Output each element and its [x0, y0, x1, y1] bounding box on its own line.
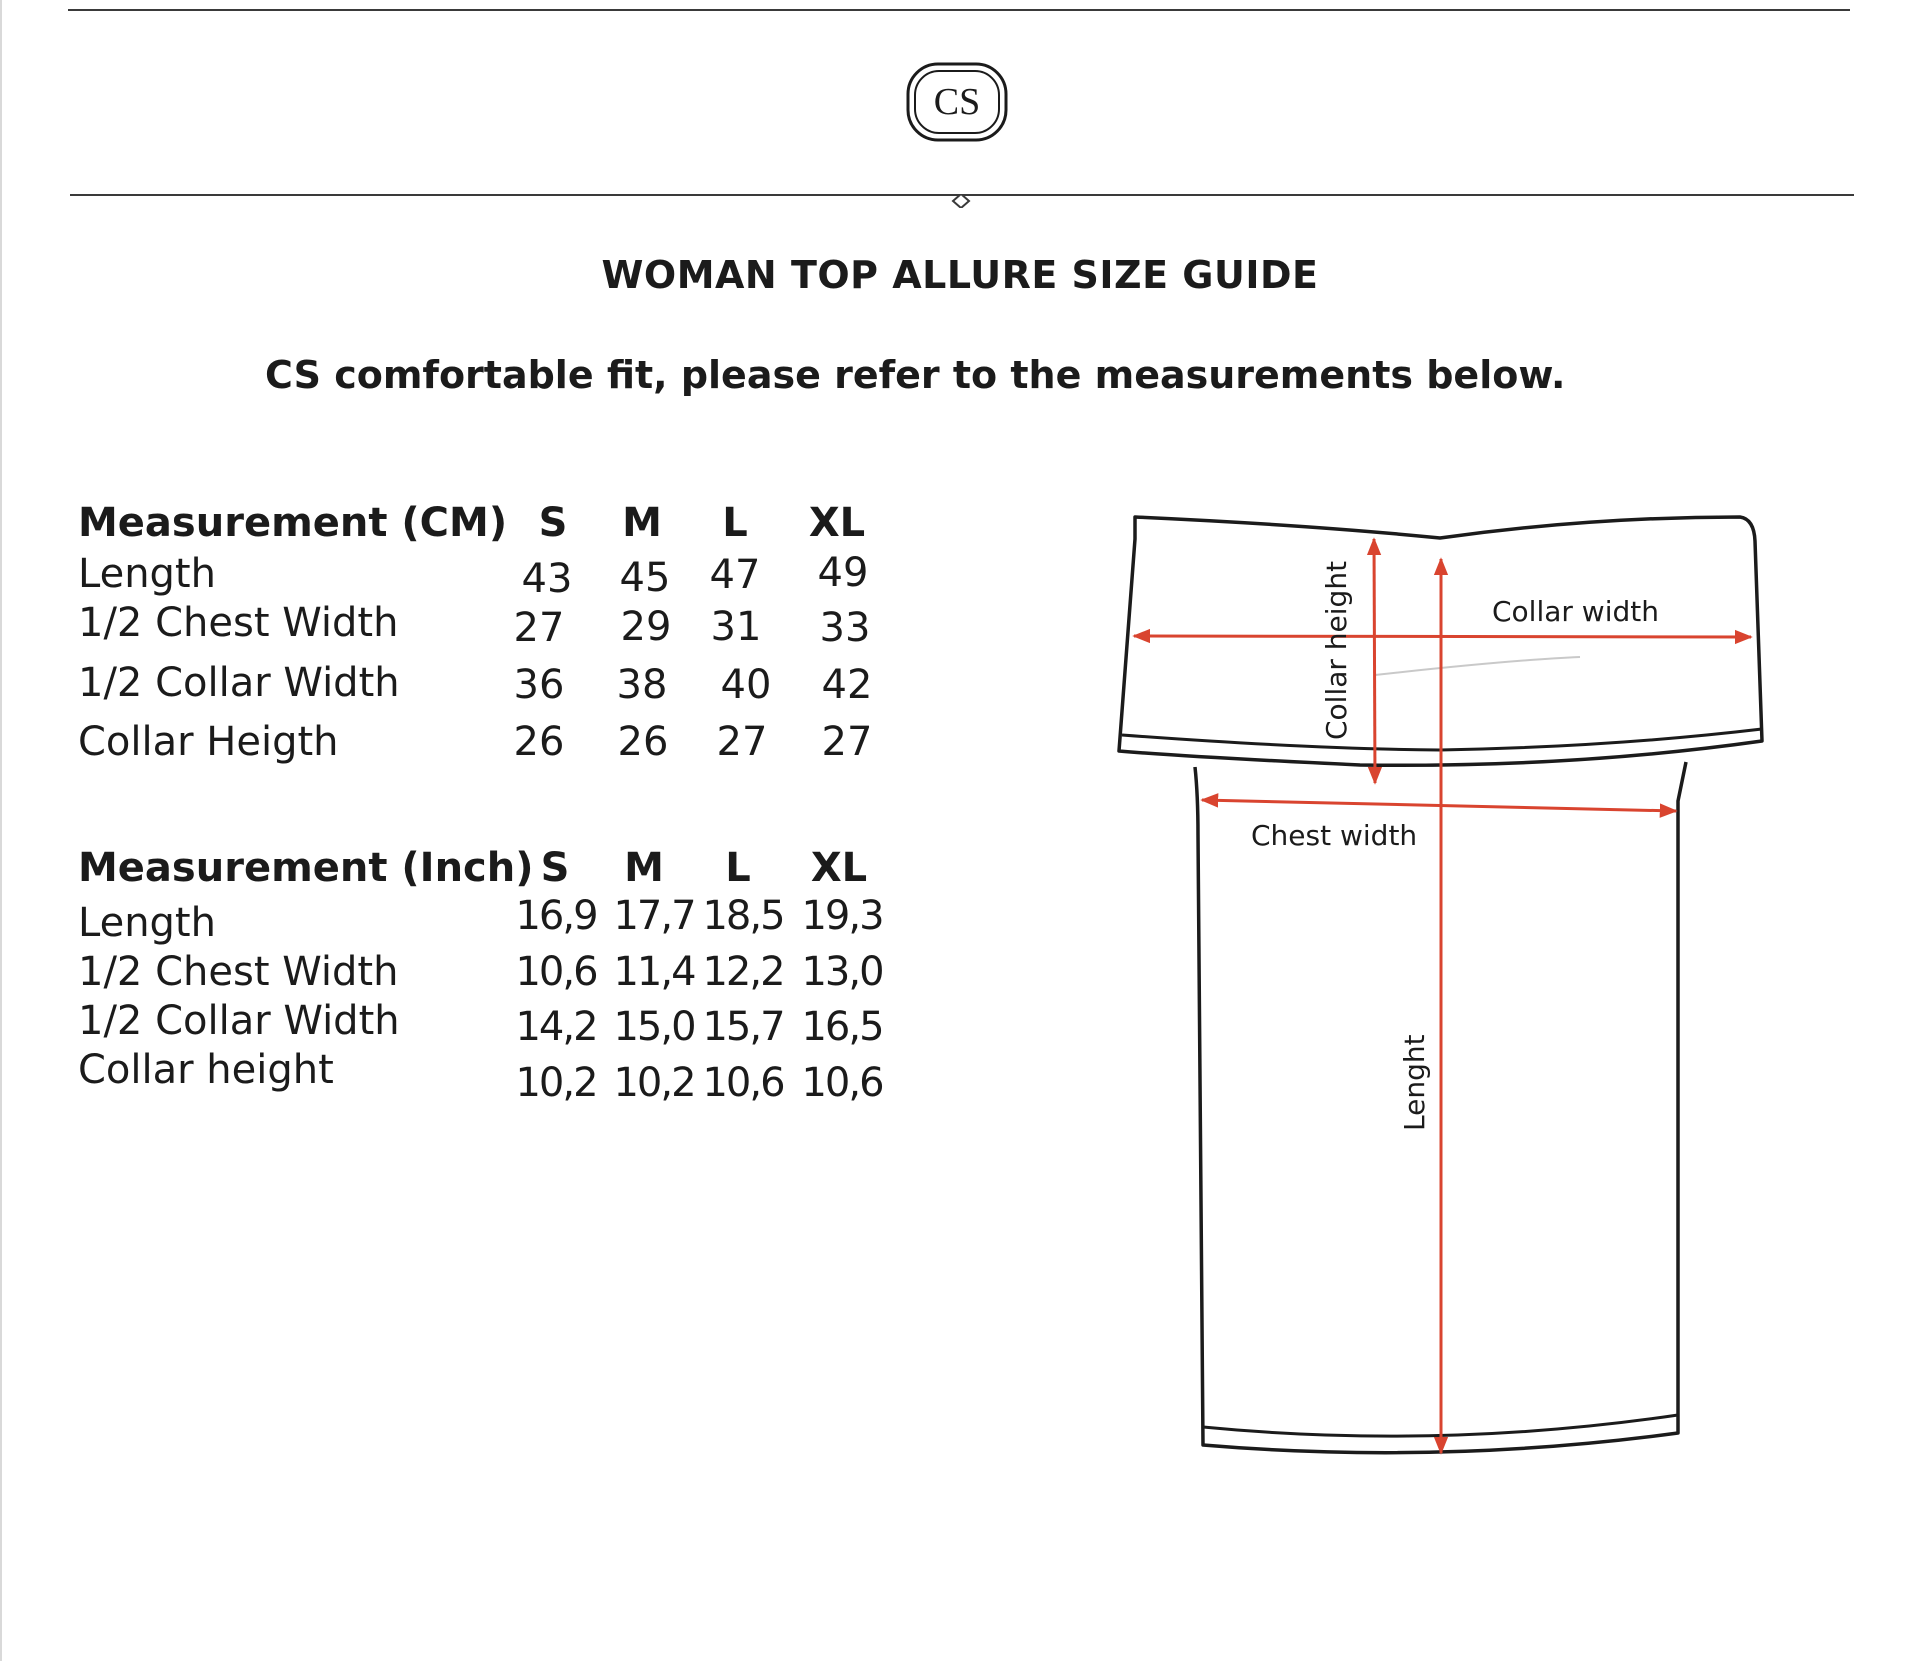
- cm-row-label: 1/2 Chest Width: [78, 600, 399, 646]
- inch-row-label: 1/2 Chest Width: [78, 949, 399, 995]
- cm-row-label: Collar Heigth: [78, 719, 339, 765]
- collar-height-label: Collar height: [1320, 560, 1353, 740]
- length-label: Lenght: [1398, 1034, 1431, 1131]
- inch-value: 16,5: [801, 1004, 883, 1050]
- cm-value: 42: [821, 662, 873, 708]
- inch-value: 10,2: [515, 1060, 597, 1106]
- inch-value: 15,7: [702, 1004, 784, 1050]
- cm-value: 26: [617, 719, 669, 765]
- cm-value: 38: [616, 662, 668, 708]
- inch-row-label: Collar height: [78, 1047, 334, 1093]
- inch-value: 19,3: [801, 893, 883, 939]
- page-edge: [0, 0, 2, 1661]
- inch-size-m: M: [624, 845, 664, 891]
- cm-value: 49: [817, 550, 869, 596]
- brand-logo: [906, 62, 1008, 142]
- inch-size-l: L: [725, 845, 751, 891]
- cm-table-header: Measurement (CM): [78, 500, 508, 546]
- cm-size-l: L: [722, 500, 748, 546]
- inch-size-xl: XL: [810, 845, 868, 891]
- inch-value: 15,0: [613, 1004, 695, 1050]
- inch-row-label: Length: [78, 900, 216, 946]
- page-title: WOMAN TOP ALLURE SIZE GUIDE: [601, 253, 1319, 297]
- inch-value: 10,2: [613, 1060, 695, 1106]
- cm-size-xl: XL: [808, 500, 866, 546]
- inch-value: 10,6: [702, 1060, 784, 1106]
- collar-width-label: Collar width: [1492, 595, 1659, 628]
- inch-value: 11,4: [613, 949, 695, 995]
- inch-table-header: Measurement (Inch): [78, 845, 534, 891]
- cm-value: 26: [513, 719, 565, 765]
- inch-value: 16,9: [515, 893, 597, 939]
- cm-size-m: M: [622, 500, 662, 546]
- cm-value: 27: [513, 605, 565, 651]
- top-divider: [68, 9, 1850, 11]
- inch-value: 14,2: [515, 1004, 597, 1050]
- cm-value: 45: [619, 555, 671, 601]
- cm-value: 47: [709, 552, 761, 598]
- inch-value: 17,7: [613, 893, 695, 939]
- inch-value: 10,6: [801, 1060, 883, 1106]
- inch-size-s: S: [540, 845, 570, 891]
- cm-value: 27: [821, 719, 873, 765]
- cm-size-s: S: [538, 500, 568, 546]
- cm-row-label: Length: [78, 551, 216, 597]
- inch-value: 10,6: [515, 949, 597, 995]
- chest-width-arrow: [1202, 800, 1676, 811]
- inch-value: 12,2: [702, 949, 784, 995]
- inch-value: 18,5: [702, 893, 784, 939]
- inch-row-label: 1/2 Collar Width: [78, 998, 400, 1044]
- page-subtitle: CS comfortable fit, please refer to the measurements below.: [265, 353, 1566, 397]
- cm-value: 29: [620, 604, 672, 650]
- cm-value: 43: [521, 556, 573, 602]
- garment-diagram: [1110, 505, 1770, 1465]
- cm-row-label: 1/2 Collar Width: [78, 660, 400, 706]
- logo-text: CS: [933, 81, 981, 123]
- chest-width-label: Chest width: [1251, 819, 1418, 852]
- section-divider: [70, 194, 1854, 208]
- cm-value: 27: [716, 719, 768, 765]
- cm-value: 36: [513, 662, 565, 708]
- collar-height-arrow: [1374, 539, 1375, 783]
- cm-value: 33: [819, 605, 871, 651]
- cm-value: 40: [720, 662, 772, 708]
- inch-value: 13,0: [801, 949, 883, 995]
- cm-value: 31: [710, 604, 762, 650]
